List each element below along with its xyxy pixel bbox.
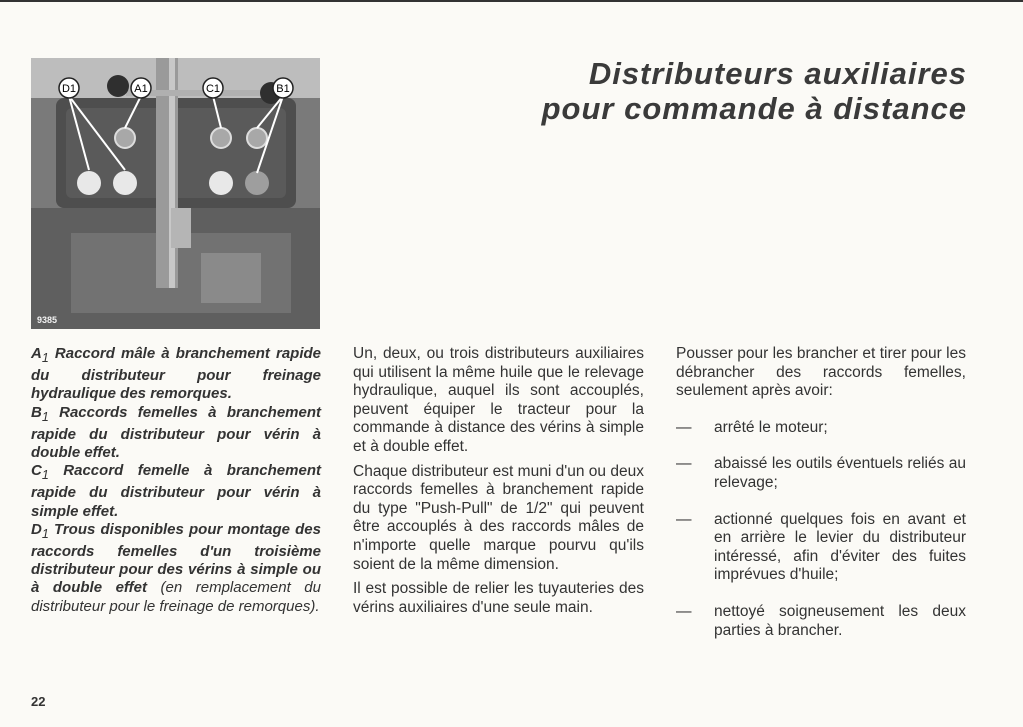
instructions-intro: Pousser pour les brancher et tirer pour les débrancher des raccords femelles, seulement après avoir: bbox=[676, 345, 966, 400]
dash-marker: — bbox=[676, 510, 692, 528]
legend-subscript: 1 bbox=[41, 468, 49, 483]
instruction-item bbox=[676, 603, 966, 640]
svg-text:C1: C1 bbox=[205, 83, 221, 95]
instruction-text: nettoyé soigneusement les deux parties à brancher. bbox=[714, 602, 966, 639]
instruction-item bbox=[676, 419, 966, 438]
photo-reference-number: 9385 bbox=[37, 315, 58, 325]
description-paragraph: Il est possible de relier les tuyauteries des vérins auxiliaires d'une seule main. bbox=[353, 580, 644, 616]
legend-letter: C bbox=[31, 462, 42, 480]
instruction-text: arrêté le moteur; bbox=[714, 418, 828, 436]
legend-tail: (en remplacement du distributeur pour le freinage de remorques). bbox=[31, 579, 321, 615]
legend-letter: D bbox=[31, 520, 42, 538]
svg-text:B1: B1 bbox=[276, 83, 290, 95]
photo-label-a1 bbox=[131, 78, 151, 98]
photo-label-c1 bbox=[203, 78, 223, 98]
instructions-column bbox=[676, 345, 966, 658]
legend-item-b bbox=[31, 404, 321, 463]
instruction-item bbox=[676, 511, 966, 585]
instruction-text: actionné quelques fois en avant et en arrière le levier du distributeur intéressé, afin d'éviter des fuites imprévues d'huile; bbox=[714, 510, 966, 584]
dash-marker: — bbox=[676, 455, 692, 473]
description-paragraph: Chaque distributeur est muni d'un ou deux raccords femelles à branchement rapide du type "Push-Pull" de 1/2" qui peuvent être accouplés à des raccords mâles de n'importe quelle marque pourvu qu'ils soient de la même dimension. bbox=[353, 462, 644, 573]
top-rule bbox=[0, 0, 1023, 2]
photo-illustration bbox=[31, 58, 320, 329]
page-number: 22 bbox=[31, 694, 46, 709]
title-line-2: pour commande à distance bbox=[541, 91, 967, 126]
legend-subscript: 1 bbox=[41, 526, 49, 541]
legend-subscript: 1 bbox=[41, 351, 49, 365]
dash-marker: — bbox=[676, 602, 692, 620]
description-column bbox=[353, 345, 644, 623]
photo-label-b1 bbox=[273, 78, 293, 98]
legend-item-a bbox=[31, 345, 321, 404]
legend-subscript: 1 bbox=[41, 409, 49, 424]
legend-item-c bbox=[31, 462, 321, 521]
legend-text: Raccord mâle à branchement rapide du distributeur pour freinage hydraulique des remorques. bbox=[31, 345, 321, 403]
legend-letter: B bbox=[31, 403, 42, 421]
legend-text: Raccords femelles à branchement rapide du distributeur pour vérin à double effet. bbox=[31, 403, 322, 462]
svg-text:D1: D1 bbox=[61, 83, 77, 95]
photo-label-d1 bbox=[59, 78, 79, 98]
svg-text:A1: A1 bbox=[134, 83, 148, 95]
legend-item-d bbox=[31, 521, 321, 616]
legend-text: Raccord femelle à branchement rapide du distributeur pour vérin à simple effet. bbox=[31, 462, 321, 520]
page-title bbox=[542, 56, 967, 126]
hydraulic-valves-photo bbox=[31, 58, 320, 329]
instruction-text: abaissé les outils éventuels reliés au relevage; bbox=[714, 455, 966, 491]
title-line-1: Distributeurs auxiliaires bbox=[588, 56, 967, 91]
legend-column bbox=[31, 345, 321, 616]
legend-text: Trous disponibles pour montage des raccords femelles d'un troisième distributeur pour des vérins à simple ou à double effet bbox=[31, 520, 321, 597]
legend-letter: A bbox=[31, 345, 42, 362]
instruction-item bbox=[676, 455, 966, 492]
description-paragraph: Un, deux, ou trois distributeurs auxiliaires qui utilisent la même huile que le relevage hydraulique, auquel ils sont accouplés, peuvent équiper le tracteur pour la commande à distance des vérins à simple et à double effet. bbox=[353, 345, 644, 455]
dash-marker: — bbox=[676, 418, 692, 436]
